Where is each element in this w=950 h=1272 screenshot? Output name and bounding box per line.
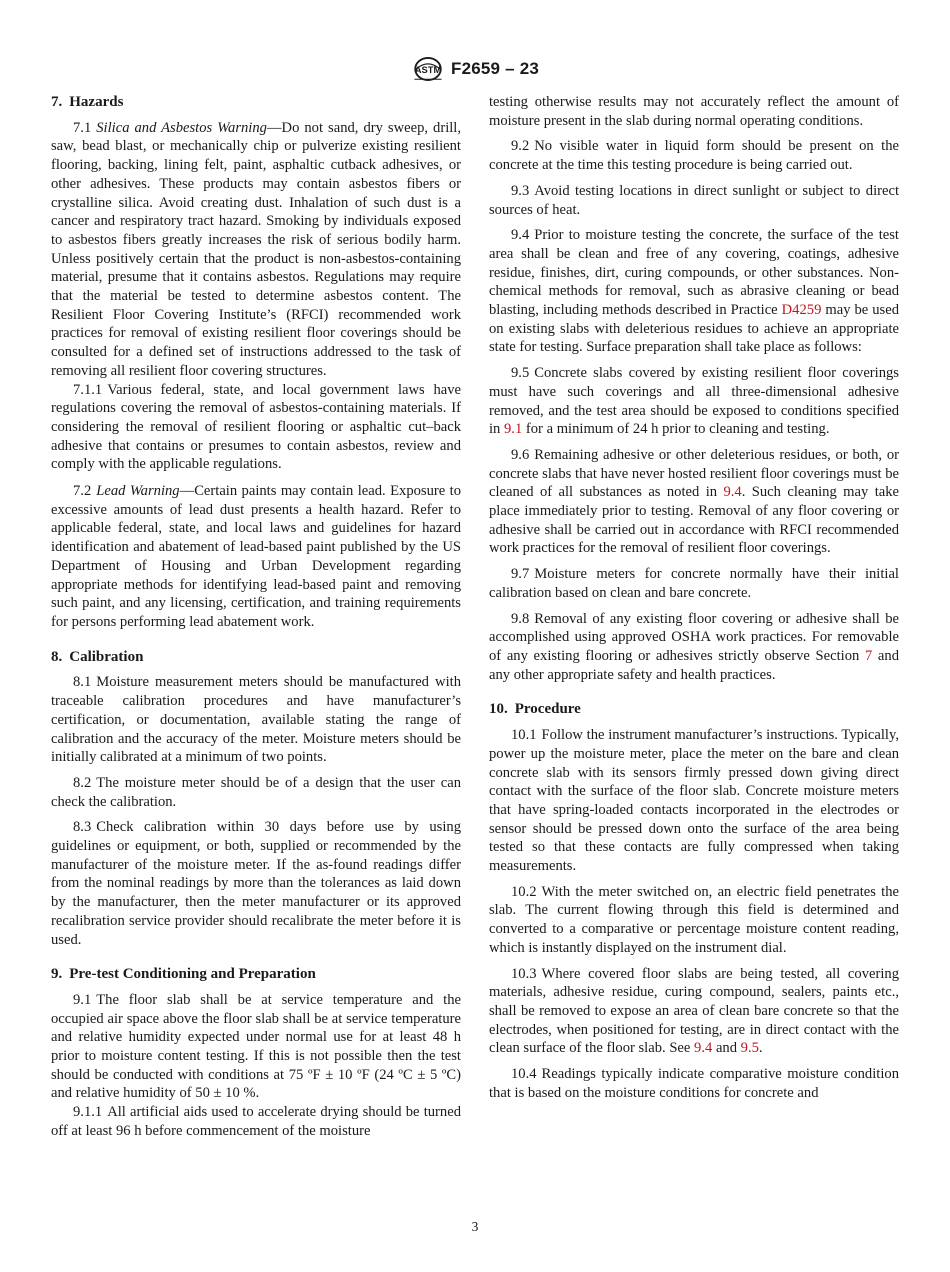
paragraph-9-8: 9.8 Removal of any existing floor covering or adhesive shall be accomplished using approved OSHA work practices. For removable of any existing flooring or adhesives strictly observe Section 7 and any other appropriate safety and health practices. [489,610,899,683]
paragraph-8-2: 8.2 The moisture meter should be of a design that the user can check the calibration. [51,774,461,810]
paragraph-8-3: 8.3 Check calibration within 30 days before use by using guidelines or equipment, or both, supplied or recommended by the manufacturer of the moisture meter. If the as-found readings differ from the nominal readings by more than the tolerances as laid down by the manufacturer, then the meter manufacturer or its approved recalibration service provider should recalibrate the meter before it is used. [51,819,461,948]
section-heading-7: 7. Hazards [51,94,124,110]
reference-link-9-5[interactable]: 9.5 [740,1040,759,1057]
paragraph-9-6: 9.6 Remaining adhesive or other deleterious residues, or both, or concrete slabs that have never hosted resilient floor coverings must be cleaned of all substances as noted in 9.4. Such cleaning may take place immediately prior to testing. Removal of any floor covering or adhesive shall be carried out in accordance with RFCI recommended work practices for the removal of resilient floor coverings. [489,446,900,557]
paragraph-10-2: 10.2 With the meter switched on, an electric field penetrates the slab. The current flowing through this field is determined and converted to a comparative or percentage moisture content reading, which is instantly displayed on the instrument dial. [489,883,899,956]
paragraph-9-4: 9.4 Prior to moisture testing the concrete, the surface of the test area shall be clean and free of any covering, coatings, adhesive residue, finishes, dirt, curing compounds, or other substances. Non-chemical methods for removal, such as abrasive cleaning or bead blasting, including methods described in Practice D4259 may be used on existing slabs with deleterious residues to achieve an appropriate state for testing. Surface preparation shall take place as follows: [489,227,899,356]
document-id: F2659 – 23 [450,59,539,78]
paragraph-9-3: 9.3 Avoid testing locations in direct sunlight or subject to direct sources of heat. [489,182,899,218]
reference-link-9-1[interactable]: 9.1 [504,421,523,438]
paragraph-9-1-1-continued: testing otherwise results may not accurately reflect the amount of moisture present in the slab during normal operating conditions. [489,94,899,129]
right-column [489,93,899,1109]
paragraph-7-2: 7.2 Lead Warning—Certain paints may contain lead. Exposure to excessive amounts of lead dust presents a health hazard. Refer to applicable federal, state, and local laws and guidelines for hazard identification and abatement of lead-based paint published by the US Department of Housing and Urban Development regarding appropriate methods for identifying lead-based paint and removing such paint, and any licensing, certification, and training requirements for persons performing lead abatement work. [51,483,461,630]
paragraph-10-4: 10.4 Readings typically indicate comparative moisture condition that is based on the moisture conditions for concrete and [489,1066,899,1101]
page-number: 3 [471,1219,479,1234]
paragraph-9-1: 9.1 The floor slab shall be at service temperature and the occupied air space above the floor slab shall be at service temperature and relative humidity expected under normal use for at least 48 h prior to moisture content testing. If this is not possible then the test should be conducted with conditions at 75 ºF ± 10 ºF (24 ºC ± 5 ºC) and relative humidity of 50 ± 10 %. [51,991,461,1102]
paragraph-10-3: 10.3 Where covered floor slabs are being tested, all covering materials, adhesive residue, curing compound, sealers, paints etc., shall be removed to expose an area of clean bare concrete so that the electrodes, when positioned for testing, are in direct contact with the clean surface of the floor slab. See 9.4 and 9.5. [489,965,899,1057]
paragraph-10-1: 10.1 Follow the instrument manufacturer’s instructions. Typically, power up the moisture meter, place the meter on the bare and clean concrete slab with its sensors firmly pressed down giving direct contact with the surface of the floor slab. Concrete moisture meters that have spring-loaded contacts incorporated in the electrodes or sensor should be pressed down onto the surface of the area being tested so that these contacts are fully compressed when taking measurements. [489,727,899,875]
paragraph-7-1: 7.1 Silica and Asbestos Warning—Do not sand, dry sweep, drill, saw, bead blast, or mechanically chip or pulverize existing resilient flooring, backing, lining felt, paint, asphaltic cutback adhesives, or other adhesives. These products may contain asbestos fibers or crystalline silica. Avoid creating dust. Inhalation of such dust is a cancer and respiratory tract hazard. Smoking by individuals exposed to asbestos fibers greatly increases the risk of serious bodily harm. Unless positively certain that the product is non-asbestos-containing material, presume that it contains asbestos. Regulations may require that the material be tested to determine asbestos content. The Resilient Floor Covering Institute’s (RFCI) recommended work practices for removal of existing resilient floor coverings should be consulted for a defined set of instructions addressed to the task of removing all resilient floor covering structures. [51,119,462,379]
section-heading-9: 9. Pre-test Conditioning and Preparation [51,966,316,983]
reference-link-9-4[interactable]: 9.4 [694,1040,713,1057]
paragraph-9-7: 9.7 Moisture meters for concrete normally have their initial calibration based on clean and bare concrete. [489,566,899,601]
paragraph-7-1-1: 7.1.1 Various federal, state, and local government laws have regulations covering the removal of asbestos-containing materials. If considering the removal of resilient flooring or asphaltic cut–back adhesive that contains or presumes to contain asbestos, review and comply with the applicable regulations. [51,381,461,473]
paragraph-9-1-1: 9.1.1 All artificial aids used to accelerate drying should be turned off at least 96 h before commencement of the moisture [51,1104,461,1139]
reference-link-section-7[interactable]: 7 [864,647,873,664]
reference-link-d4259[interactable]: D4259 [781,302,822,319]
reference-link-9-4[interactable]: 9.4 [723,484,742,501]
paragraph-8-1: 8.1 Moisture measurement meters should be manufactured with traceable calibration procedures and have manufacturer’s certification, or documentation, available stating the range of calibration and the accuracy of the meter. Moisture meters should be initially calibrated at a minimum of two points. [51,674,461,766]
astm-logo-icon [411,55,445,83]
paragraph-9-2: 9.2 No visible water in liquid form should be present on the concrete at the time this testing procedure is being carried out. [489,138,899,174]
page-header [0,55,950,83]
paragraph-9-5: 9.5 Concrete slabs covered by existing resilient floor coverings must have such coverings and all three-dimensional adhesive removed, and the test area should be exposed to conditions specified in 9.1 for a minimum of 24 h prior to cleaning and testing. [489,365,899,438]
section-heading-8: 8. Calibration [51,648,144,665]
left-column [51,93,461,1148]
svg-text:ASTM: ASTM [414,65,442,76]
section-heading-10: 10. Procedure [489,701,581,718]
